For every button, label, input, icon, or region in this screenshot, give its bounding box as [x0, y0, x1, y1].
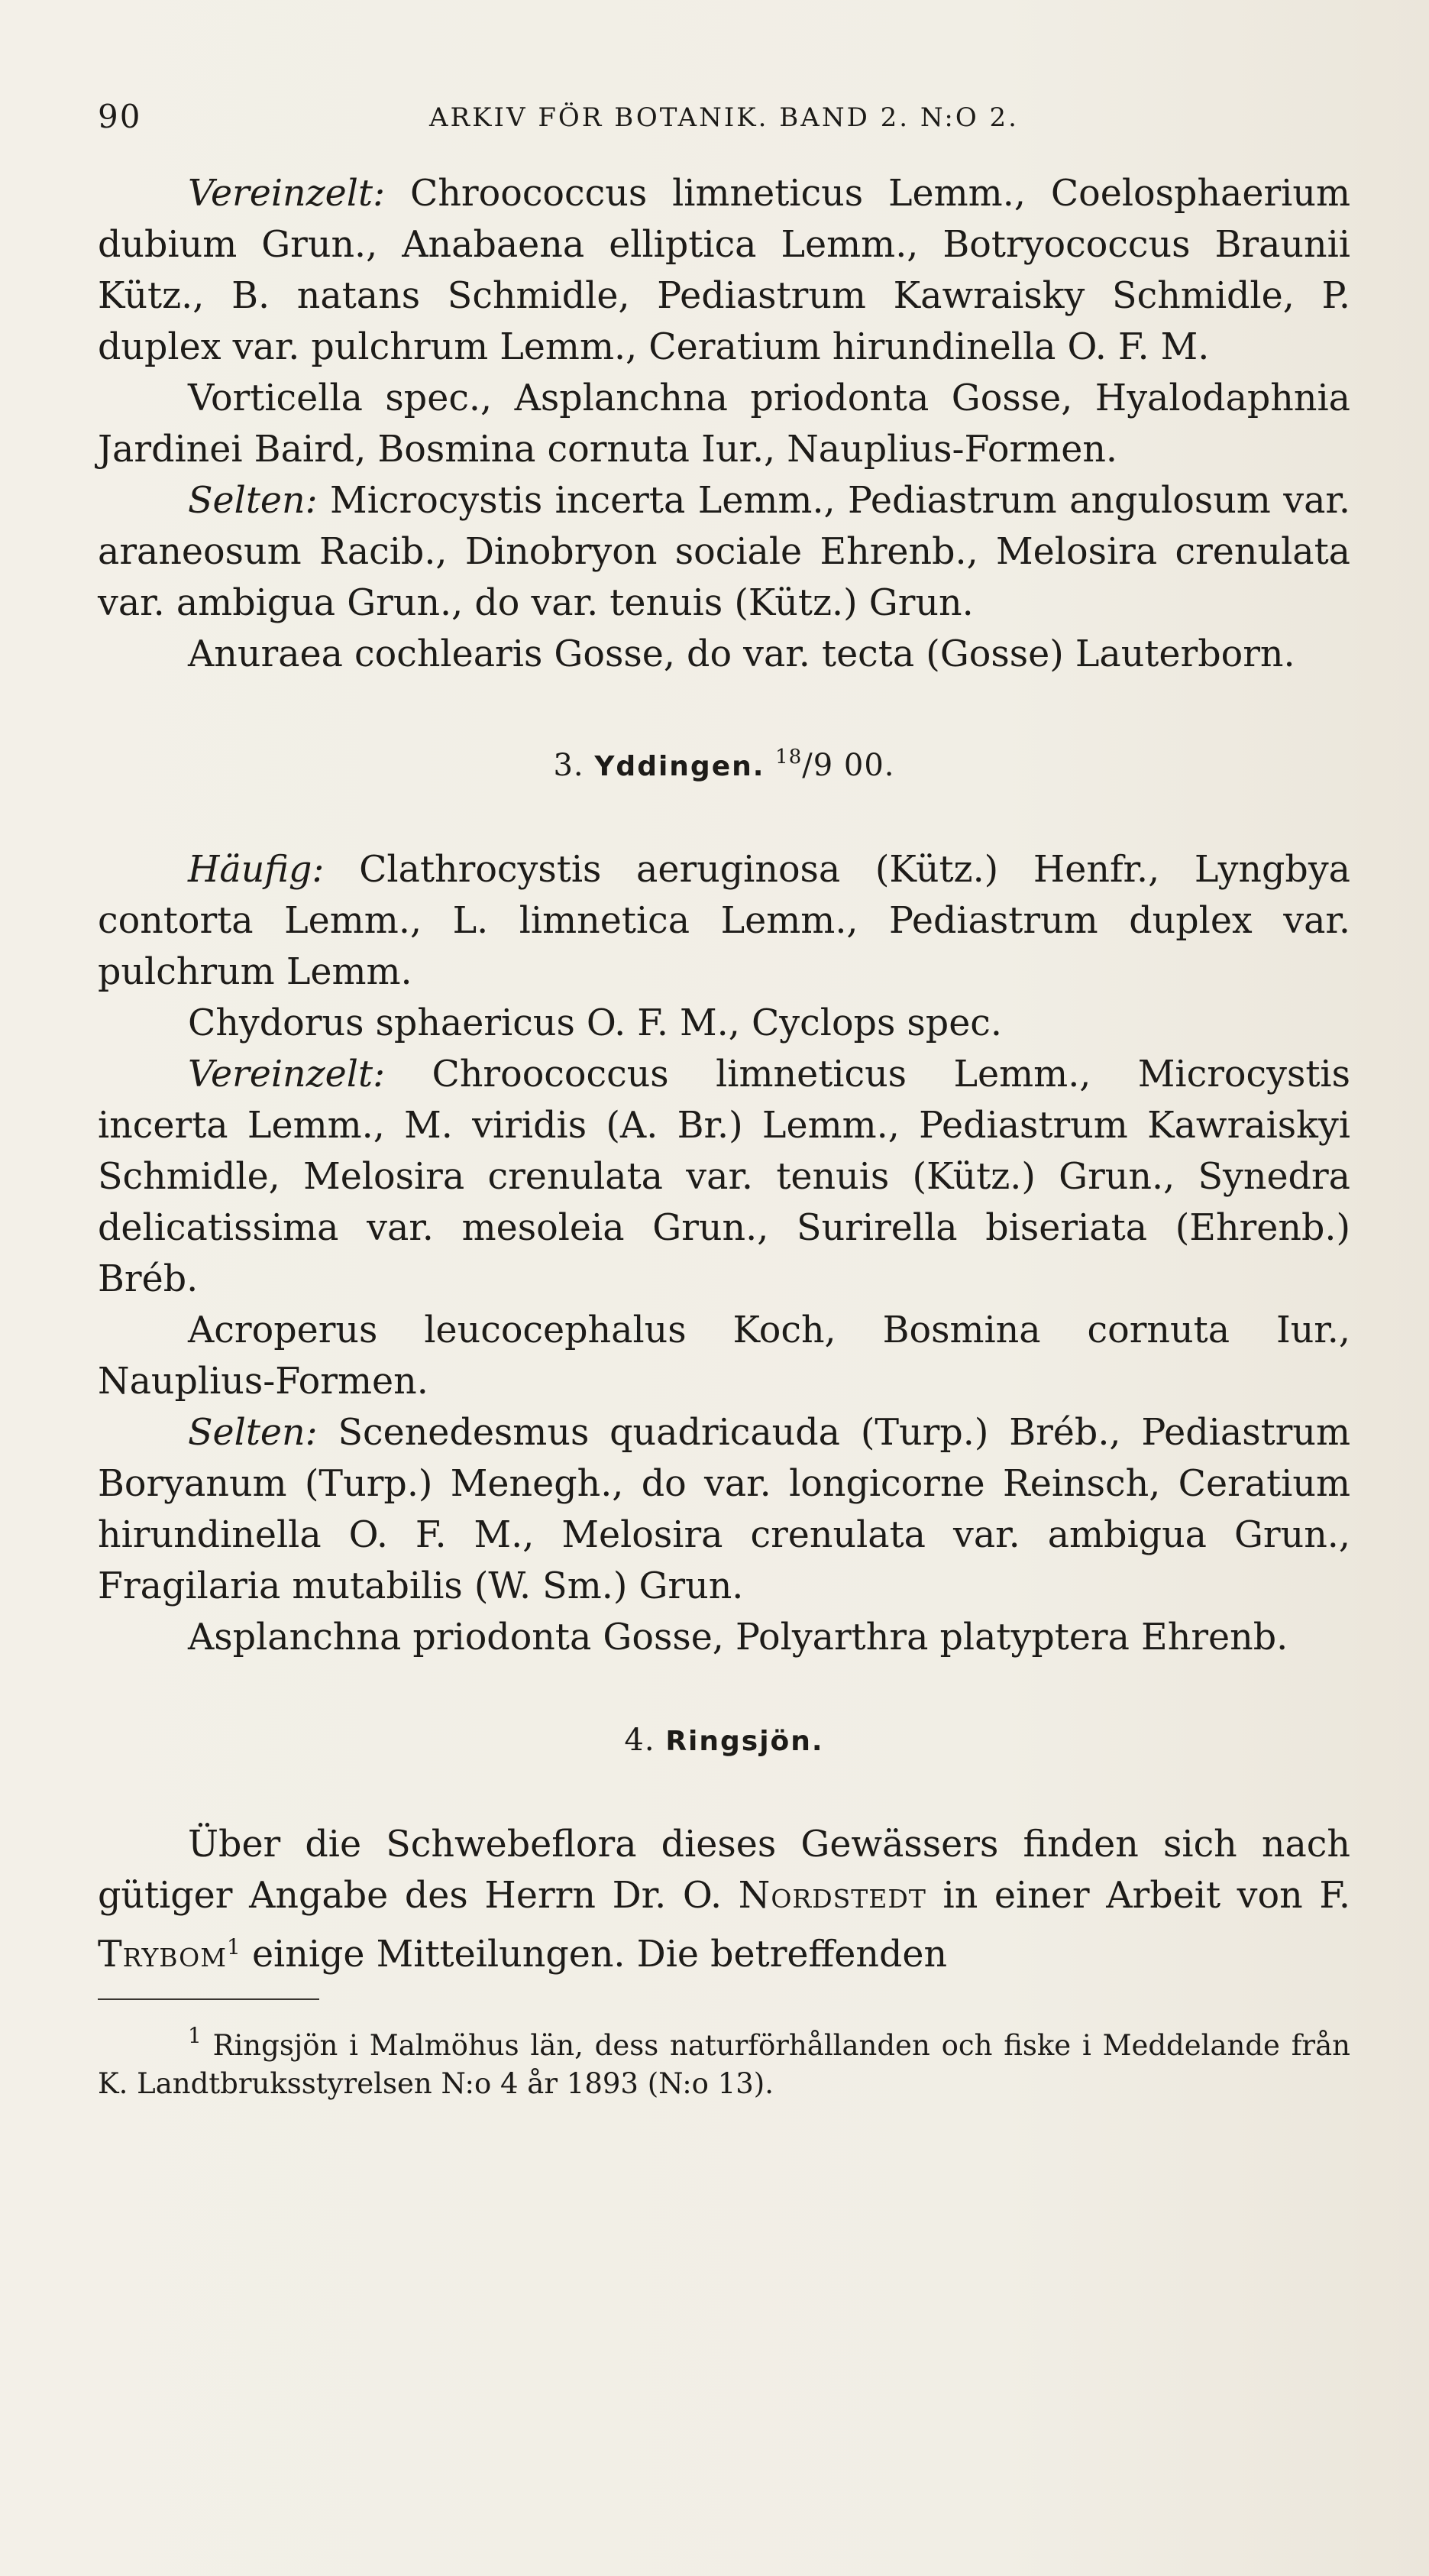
section-title: Yddingen. — [594, 751, 765, 782]
page-header — [98, 98, 1350, 141]
paragraph-selten-fauna-3 — [98, 1612, 1350, 1663]
paragraph-text: Acroperus leucocephalus Koch, Bosmina cornuta Iur., Nauplius-Formen. — [98, 1309, 1350, 1403]
paragraph-text: einige Mitteilungen. Die betreffenden — [240, 1934, 948, 1976]
footnote-reference: 1 — [227, 1934, 241, 1960]
paragraph-vereinzelt-2 — [98, 168, 1350, 373]
paragraph-text: Chroococcus limneticus Lemm., Microcystis incerta Lemm., M. viridis (A. Br.) Lemm., Pediastrum Kawraiskyi Schmidle, Melosira crenulata var. tenuis (Kütz.) Grun., Synedra delicatissima var. mesoleia Grun., Surirella biseriata (Ehrenb.) Bréb. — [98, 1053, 1350, 1300]
section-title: Ringsjön. — [665, 1726, 824, 1757]
paragraph-label: Häufig: — [188, 849, 325, 891]
paragraph-text: Microcystis incerta Lemm., Pediastrum angulosum var. araneosum Racib., Dinobryon sociale Ehrenb., Melosira crenulata var. ambigua Grun., do var. tenuis (Kütz.) Grun. — [98, 480, 1350, 624]
body-text — [98, 168, 1350, 2103]
paragraph-ringsjoen-intro — [98, 1819, 1350, 1980]
paragraph-text: Chroococcus limneticus Lemm., Coelosphaerium dubium Grun., Anabaena elliptica Lemm., Botryococcus Braunii Kütz., B. natans Schmidle, Pediastrum Kawraisky Schmidle, P. duplex var. pulchrum Lemm., Ceratium hirundinella O. F. M. — [98, 173, 1350, 368]
paragraph-text: Vorticella spec., Asplanchna priodonta Gosse, Hyalodaphnia Jardinei Baird, Bosmina cornuta Iur., Nauplius-Formen. — [98, 377, 1350, 471]
paragraph-text: Clathrocystis aeruginosa (Kütz.) Henfr., Lyngbya contorta Lemm., L. limnetica Lemm., Pediastrum duplex var. pulchrum Lemm. — [98, 849, 1350, 993]
running-title: ARKIV FÖR BOTANIK. BAND 2. N:O 2. — [429, 102, 1019, 133]
paragraph-selten-fauna-2 — [98, 629, 1350, 680]
paragraph-haeufig-fauna-3 — [98, 998, 1350, 1049]
paragraph-text: Anuraea cochlearis Gosse, do var. tecta (Gosse) Lauterborn. — [188, 633, 1295, 675]
author-name: Nordstedt — [738, 1875, 926, 1917]
paragraph-text: in einer Arbeit von F. — [926, 1875, 1350, 1917]
date-rest: /9 00. — [802, 748, 895, 783]
footnote — [98, 2017, 1350, 2103]
section-number: 3. — [553, 748, 584, 783]
paragraph-selten-3 — [98, 1407, 1350, 1612]
footnote-mark: 1 — [188, 2023, 202, 2048]
paragraph-vereinzelt-fauna-3 — [98, 1305, 1350, 1407]
footnote-text: Ringsjön i Malmöhus län, dess naturförhållanden och fiske i Meddelande från K. Landtbruksstyrelsen N:o 4 år 1893 (N:o 13). — [98, 2029, 1350, 2100]
section-heading-yddingen — [98, 732, 1350, 792]
paragraph-label: Vereinzelt: — [188, 173, 386, 215]
paragraph-vereinzelt-3 — [98, 1049, 1350, 1305]
paragraph-text: Über die Schwebeflora dieses Gewässers finden sich nach gütiger Angabe des Herrn Dr. O. — [98, 1824, 1350, 1917]
paragraph-text: Scenedesmus quadricauda (Turp.) Bréb., Pediastrum Boryanum (Turp.) Menegh., do var. longicorne Reinsch, Ceratium hirundinella O. F. M., Melosira crenulata var. ambigua Grun., Fragilaria mutabilis (W. Sm.) Grun. — [98, 1412, 1350, 1607]
paragraph-fauna-2 — [98, 373, 1350, 475]
author-name: Trybom — [98, 1934, 228, 1976]
paragraph-label: Selten: — [188, 480, 318, 522]
paragraph-label: Selten: — [188, 1412, 318, 1454]
page-number: 90 — [98, 98, 142, 135]
paragraph-selten-2 — [98, 475, 1350, 629]
section-number: 4. — [624, 1723, 655, 1758]
paragraph-label: Vereinzelt: — [188, 1053, 386, 1095]
section-heading-ringsjoen — [98, 1715, 1350, 1767]
paragraph-text: Asplanchna priodonta Gosse, Polyarthra platyptera Ehrenb. — [188, 1616, 1288, 1659]
paragraph-haeufig-3 — [98, 844, 1350, 998]
footnote-divider — [98, 1998, 319, 2000]
date-day: 18 — [775, 746, 803, 769]
paragraph-text: Chydorus sphaericus O. F. M., Cyclops spec. — [188, 1002, 1003, 1044]
